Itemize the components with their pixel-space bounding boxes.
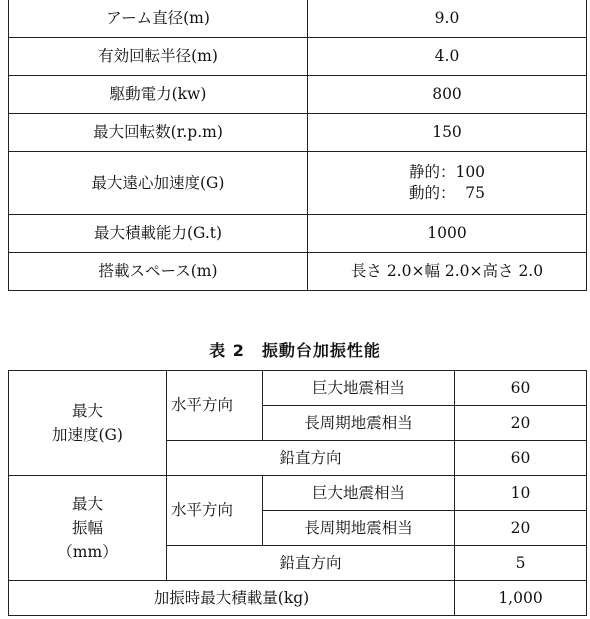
table-row xyxy=(9,0,587,38)
max-accel-label-line2: 加速度(G) xyxy=(52,426,123,444)
max-load-label: 加振時最大積載量(kg) xyxy=(9,581,455,616)
amp-long-period-label: 長周期地震相当 xyxy=(263,511,455,546)
max-load-value: 1,000 xyxy=(455,581,587,616)
accel-large-eq-label: 巨大地震相当 xyxy=(263,371,455,406)
spec-label: 有効回転半径(m) xyxy=(9,38,308,76)
table-row xyxy=(9,38,587,76)
spec-label: 最大回転数(r.p.m) xyxy=(9,114,308,152)
table-row xyxy=(9,215,587,253)
max-amp-label-line2: 振幅 xyxy=(71,519,103,537)
spec-value: 1000 xyxy=(308,215,587,253)
accel-long-period-label: 長周期地震相当 xyxy=(263,406,455,441)
spec-value-multi xyxy=(308,152,587,215)
static-accel: 静的：100 xyxy=(408,163,486,182)
accel-horizontal-label: 水平方向 xyxy=(167,371,263,441)
spec-value: 4.0 xyxy=(308,38,587,76)
accel-large-eq-value: 60 xyxy=(455,371,587,406)
spec-label: 駆動電力(kw) xyxy=(9,76,308,114)
table2-caption: 表 2 振動台加振性能 xyxy=(209,341,381,360)
amp-large-eq-label: 巨大地震相当 xyxy=(263,476,455,511)
max-amp-label-line3: （mm） xyxy=(57,543,118,561)
table-row xyxy=(9,253,587,291)
table-row xyxy=(9,581,587,616)
centrifuge-spec-table xyxy=(8,0,587,291)
spec-label: アーム直径(m) xyxy=(9,0,308,38)
table-row xyxy=(9,152,587,215)
table-row xyxy=(9,371,587,406)
spec-value: 長さ 2.0×幅 2.0×高さ 2.0 xyxy=(308,253,587,291)
table-row xyxy=(9,476,587,511)
max-amp-label-line1: 最大 xyxy=(71,495,103,513)
accel-long-period-value: 20 xyxy=(455,406,587,441)
shaker-performance-table xyxy=(8,370,587,616)
spec-value: 9.0 xyxy=(308,0,587,38)
table-row xyxy=(9,114,587,152)
amp-vertical-value: 5 xyxy=(455,546,587,581)
spec-value: 800 xyxy=(308,76,587,114)
spec-label: 最大遠心加速度(G) xyxy=(9,152,308,215)
table-row xyxy=(9,76,587,114)
max-amp-label xyxy=(9,476,167,581)
amp-long-period-value: 20 xyxy=(455,511,587,546)
dynamic-accel: 動的： 75 xyxy=(408,184,486,202)
spec-label: 最大積載能力(G.t) xyxy=(9,215,308,253)
accel-vertical-value: 60 xyxy=(455,441,587,476)
max-accel-label xyxy=(9,371,167,476)
amp-horizontal-label: 水平方向 xyxy=(167,476,263,546)
max-accel-label-line1: 最大 xyxy=(71,402,103,420)
amp-vertical-label: 鉛直方向 xyxy=(167,546,455,581)
spec-label: 搭載スペース(m) xyxy=(9,253,308,291)
accel-vertical-label: 鉛直方向 xyxy=(167,441,455,476)
spec-value: 150 xyxy=(308,114,587,152)
amp-large-eq-value: 10 xyxy=(455,476,587,511)
